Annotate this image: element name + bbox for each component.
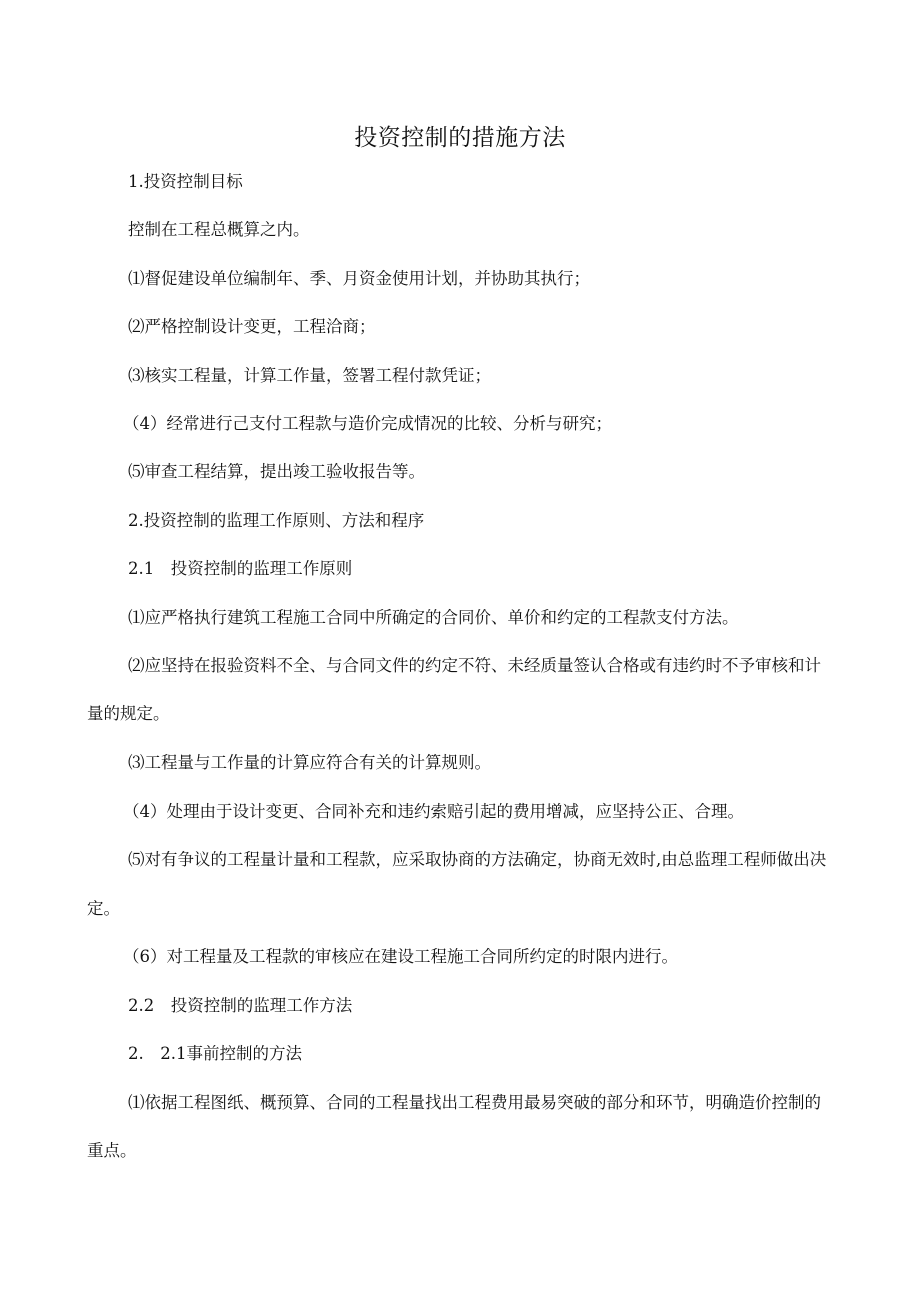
- paragraph-principle-1: ⑴应严格执行建筑工程施工合同中所确定的合同价、单价和约定的工程款支付方法。: [128, 607, 739, 627]
- paragraph-item-2: ⑵严格控制设计变更，工程洽商；: [128, 317, 376, 337]
- paragraph-method-1: ⑴依据工程图纸、概预算、合同的工程量找出工程费用最易突破的部分和环节，明确造价控制的重点。: [87, 1092, 821, 1161]
- heading-2-2-methods: 2.2 投资控制的监理工作方法: [128, 995, 353, 1015]
- heading-investment-goal: 1.投资控制目标: [128, 172, 243, 191]
- paragraph-goal-summary: 控制在工程总概算之内。: [128, 220, 310, 240]
- paragraph-principle-4: （4）处理由于设计变更、合同补充和违约索赔引起的费用增减，应坚持公正、合理。: [123, 801, 744, 821]
- document-body: [87, 170, 837, 1188]
- heading-2-2-1-pre-control: 2. 2.1事前控制的方法: [128, 1044, 302, 1064]
- heading-principles-methods: 2.投资控制的监理工作原则、方法和程序: [128, 510, 425, 530]
- paragraph-principle-5: ⑸对有争议的工程量计量和工程款，应采取协商的方法确定，协商无效时,由总监理工程师做出决定。: [87, 850, 827, 918]
- document-title: 投资控制的措施方法: [354, 125, 566, 151]
- paragraph-item-4: （4）经常进行己支付工程款与造价完成情况的比较、分析与研究；: [123, 413, 612, 433]
- heading-2-1-principles: 2.1 投资控制的监理工作原则: [128, 559, 353, 579]
- paragraph-item-1: ⑴督促建设单位编制年、季、月资金使用计划，并协助其执行；: [128, 268, 590, 288]
- paragraph-item-5: ⑸审查工程结算，提出竣工验收报告等。: [128, 462, 425, 482]
- paragraph-principle-6: （6）对工程量及工程款的审核应在建设工程施工合同所约定的时限内进行。: [123, 947, 678, 967]
- paragraph-item-3: ⑶核实工程量，计算工作量，签署工程付款凭证；: [128, 365, 491, 385]
- paragraph-principle-3: ⑶工程量与工作量的计算应符合有关的计算规则。: [128, 753, 491, 773]
- paragraph-principle-2: ⑵应坚持在报验资料不全、与合同文件的约定不符、未经质量签认合格或有违约时不予审核和计量的规定。: [87, 655, 821, 724]
